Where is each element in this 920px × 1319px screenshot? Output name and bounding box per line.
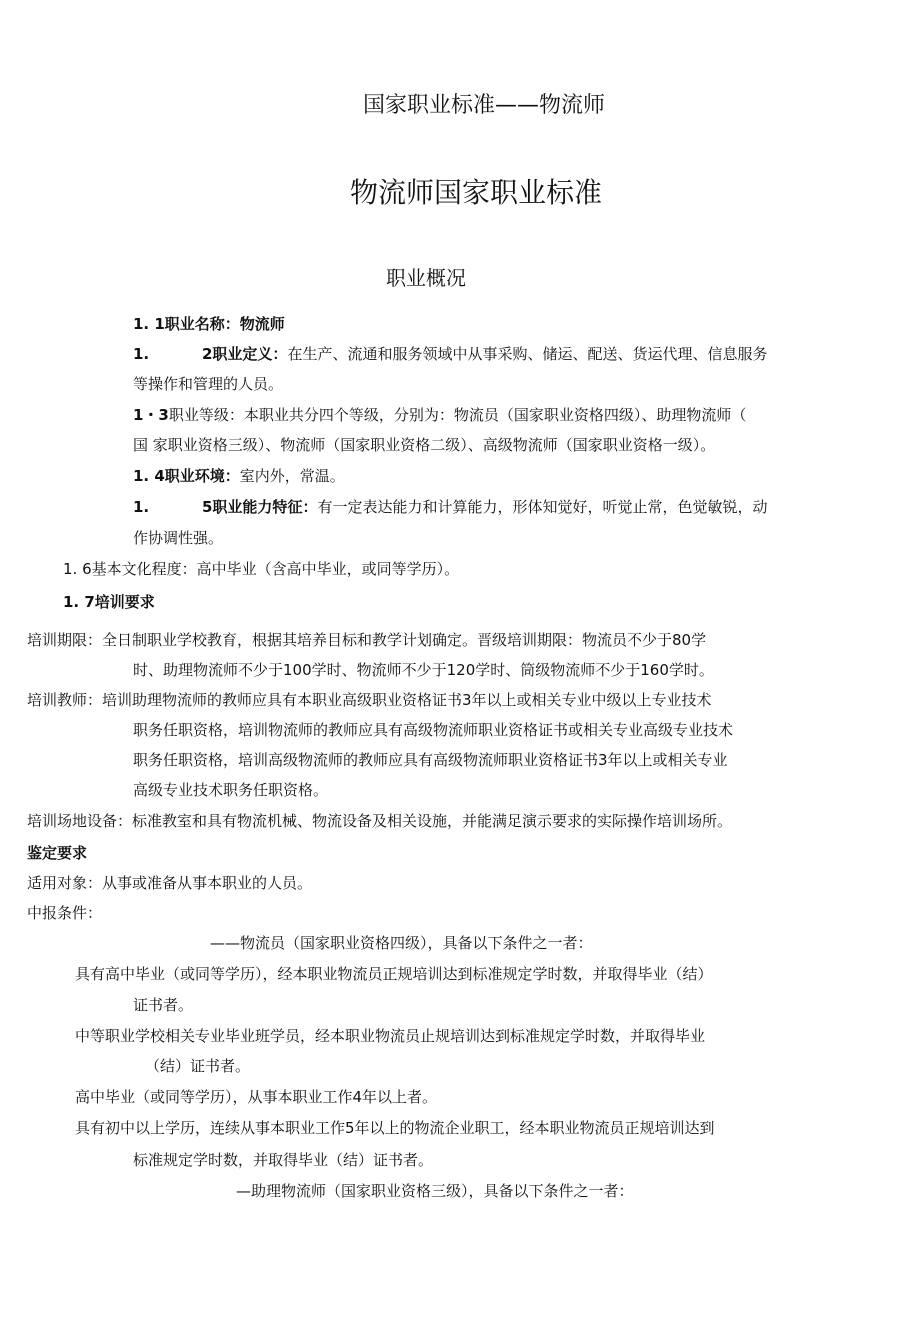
job-name-value: 物流师 — [239, 315, 285, 333]
definition-line — [202, 344, 767, 364]
environment-label: 1. 4职业环境： — [133, 467, 240, 485]
document-title: 国家职业标准——物流师 — [362, 93, 605, 118]
condition-3: 高中毕业（或同等学历），从事本职业工作4年以上者。 — [75, 1088, 438, 1106]
appraisal-heading: 鉴定要求 — [27, 844, 88, 862]
condition-2-cont: （结）证书者。 — [145, 1057, 251, 1075]
ability-label: 5职业能力特征： — [202, 498, 318, 516]
ability-line — [202, 497, 767, 517]
appraisal-target: 适用对象：从事或准备从事本职业的人员。 — [27, 874, 313, 892]
environment-text: 室内外，常温。 — [239, 467, 345, 485]
section-heading: 职业概况 — [386, 266, 466, 290]
training-teacher-cont-1: 职务任职资格，培训物流师的教师应具有高级物流师职业资格证书或相关专业高级专业技术 — [133, 721, 734, 739]
training-period-cont: 时、助理物流师不少于100学时、物流师不少于120学时、筒级物流师不少于160学时。 — [133, 661, 714, 679]
definition-text: 在生产、流通和服务领域中从事采购、储运、配送、货运代理、信息服务 — [287, 345, 768, 363]
level3-heading: —助理物流师（国家职业资格三级），具备以下条件之一者： — [236, 1182, 634, 1200]
appraisal-conditions-label: 中报条件： — [27, 904, 103, 922]
ability-text: 有一定表达能力和计算能力，形体知觉好，听觉止常，色觉敏锐，动 — [317, 498, 768, 516]
level4-heading: ——物流员（国家职业资格四级），具备以下条件之一者： — [210, 934, 593, 952]
training-teacher-cont-3: 高级专业技术职务任职资格。 — [133, 781, 329, 799]
condition-2: 中等职业学校相关专业毕业班学员，经本职业物流员止规培训达到标准规定学时数，并取得毕业 — [75, 1027, 706, 1045]
training-venue: 培训场地设备：标准教室和具有物流机械、物流设备及相关设施，并能满足演示要求的实际操作培训场所。 — [27, 812, 733, 830]
grade-text: 职业等级：本职业共分四个等级，分别为：物流员（国家职业资格四级）、助理物流师（ — [168, 406, 747, 424]
definition-text-cont: 等操作和管理的人员。 — [133, 375, 284, 393]
grade-line — [133, 405, 746, 425]
training-heading: 1. 7培训要求 — [63, 593, 155, 611]
job-name-line — [133, 314, 285, 334]
condition-1-cont: 证书者。 — [133, 996, 194, 1014]
training-period: 培训期限：全日制职业学校教育，根据其培养目标和教学计划确定。晋级培训期限：物流员不少于80学 — [27, 631, 707, 649]
ability-text-cont: 作协调性强。 — [133, 529, 224, 547]
training-teacher: 培训教师：培训助理物流师的教师应具有本职业高级职业资格证书3年以上或相关专业中级以上专业技术 — [27, 691, 712, 709]
condition-1: 具有高中毕业（或同等学历），经本职业物流员正规培训达到标准规定学时数，并取得毕业（结） — [75, 965, 713, 983]
ability-number: 1. — [133, 498, 150, 516]
definition-number: 1. — [133, 345, 150, 363]
grade-text-cont: 国 家职业资格三级）、物流师（国家职业资格二级）、高级物流师（国家职业资格一级）。 — [133, 436, 716, 454]
definition-label: 2职业定义： — [202, 345, 288, 363]
grade-label: 1・3 — [133, 406, 169, 424]
training-teacher-cont-2: 职务任职资格，培训高级物流师的教师应具有高级物流师职业资格证书3年以上或相关专业 — [133, 751, 728, 769]
condition-4: 具有初中以上学历，连续从事本职业工作5年以上的物流企业职工，经本职业物流员正规培训达到 — [75, 1119, 715, 1137]
condition-4-cont: 标准规定学时数，并取得毕业（结）证书者。 — [133, 1151, 434, 1169]
document-subtitle: 物流师国家职业标准 — [349, 176, 602, 209]
education-line: 1. 6基本文化程度：高中毕业（含高中毕业，或同等学历）。 — [63, 560, 460, 578]
environment-line — [133, 466, 345, 486]
job-name-label: 1. 1职业名称： — [133, 315, 240, 333]
